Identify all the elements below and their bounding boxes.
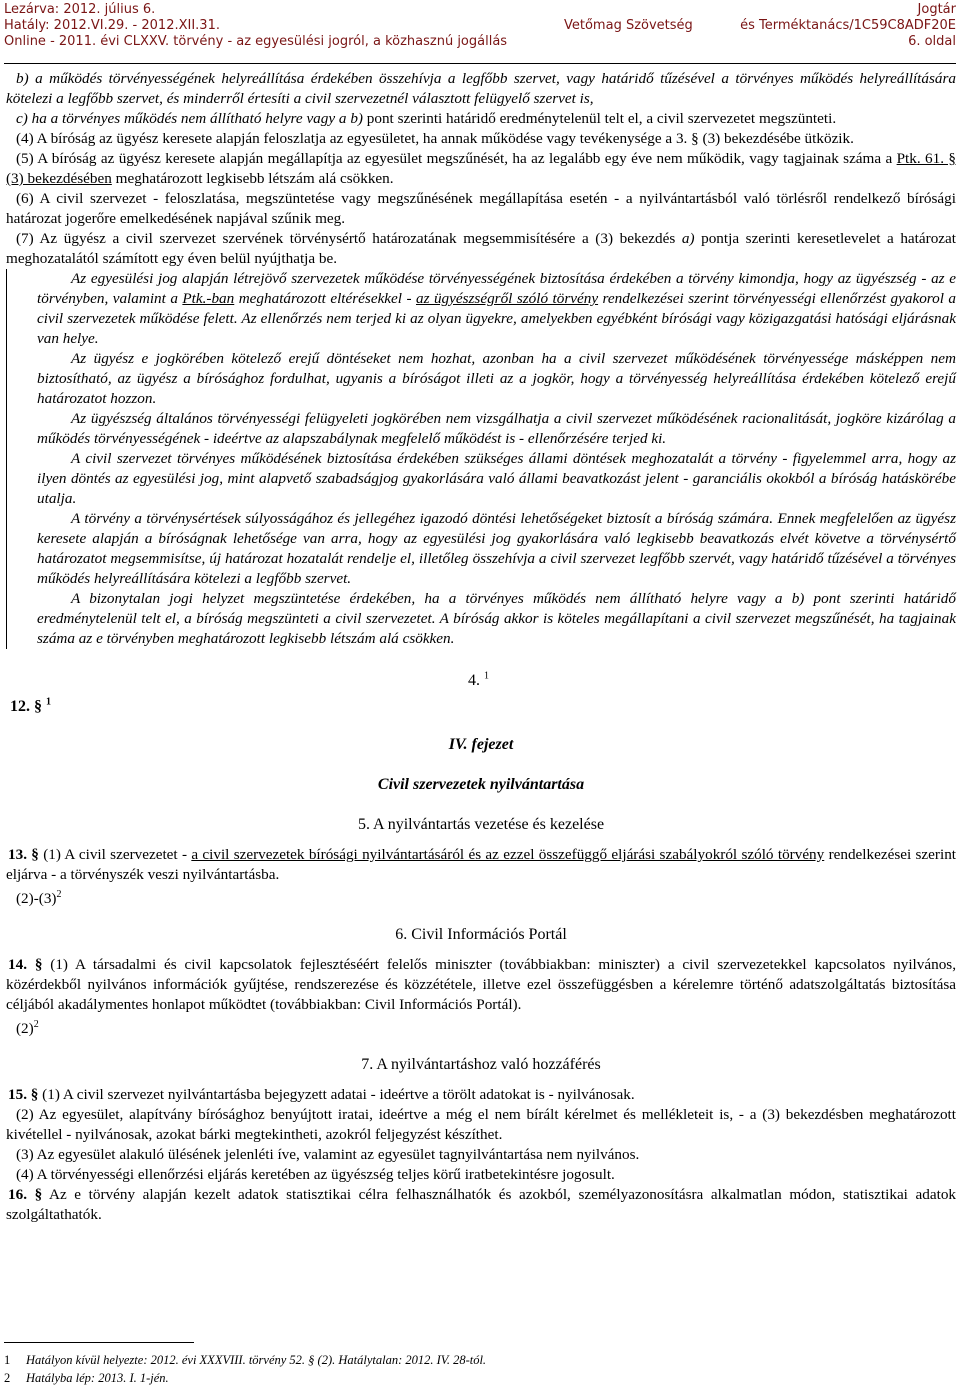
page-header xyxy=(0,0,960,52)
footnote-1 xyxy=(4,1352,486,1368)
document-body xyxy=(6,69,956,1225)
publisher-name: Vetőmag Szövetség xyxy=(564,18,693,33)
section-number: 15. § xyxy=(8,1086,39,1103)
ptk-link[interactable]: Ptk.-ban xyxy=(182,290,235,307)
commentary-paragraph: A civil szervezet törvényes működésének biztosítása érdekében szükséges állami döntések meghozatalát a törvény - figyelemmel arra, hogy az ilyen döntés az egyesülési jog, mint alapvető szabadságjog gyakorlására való állami beavatkozást jelent - garanciális okokból a bíróság hatáskörébe utalja. xyxy=(37,450,956,507)
text: rendelkezései szerint eljárva - a törvényszék veszi nyilvántartásba. xyxy=(6,846,957,883)
footnote-number: 1 xyxy=(4,1353,11,1367)
text: rendelkezései szerint törvényességi ellenőrzést gyakorol a civil szervezetek működése felett. Az ellenőrzés nem terjed ki az olyan ügyekre, amelyekben egyébként bírósági vagy közigazgatási hatósági eljárásnak van helye. xyxy=(37,290,957,347)
header-divider xyxy=(4,63,956,64)
section-14 xyxy=(6,955,956,1015)
text: (1) A civil szervezetet - xyxy=(38,846,192,863)
section-14-2 xyxy=(6,1019,956,1039)
document-title: Online - 2011. évi CLXXV. törvény - az egyesülési jogról, a közhasznú jogállás xyxy=(4,34,508,49)
section-15-4: (4) A törvényességi ellenőrzési eljárás keretében az ügyészség teljes körű iratbetekintésre jogosult. xyxy=(16,1166,615,1183)
closed-date: Lezárva: 2012. július 6. xyxy=(4,2,156,17)
commentary-paragraph xyxy=(37,269,956,349)
subtitle-7: 7. A nyilvántartáshoz való hozzáférés xyxy=(361,1056,601,1073)
footnote-text: Hatályon kívül helyezte: 2012. évi XXXVIII. törvény 52. § (2). Hatálytalan: 2012. IV. 28-tól. xyxy=(26,1353,487,1367)
text: b) xyxy=(350,110,363,127)
validity-range: Hatály: 2012.VI.29. - 2012.XII.31. xyxy=(4,18,220,33)
footnote-ref[interactable]: 1 xyxy=(46,696,51,708)
footnote-ref[interactable]: 2 xyxy=(33,1018,39,1030)
ptk-link[interactable]: Ptk. 61. § (3) bekezdésében xyxy=(6,150,956,187)
paragraph-b xyxy=(6,69,956,109)
section-13 xyxy=(6,845,956,885)
commentary-block xyxy=(6,269,956,649)
text: Az e törvény alapján kezelt adatok statisztikai célra felhasználhatók és azokból, személyazonosításra alkalmatlan módon, statisztikai adatok szolgáltathatók. xyxy=(6,1186,957,1223)
section-4-heading xyxy=(468,671,489,691)
text: (7) Az ügyész a civil szervezet szervének törvénysértő határozatának megsemmisítésére a (3) bekezdés xyxy=(16,230,682,247)
text: pontja szerinti keresetlevelet a határozat meghozatalától számított egy éven belül nyújthatja be. xyxy=(6,230,956,267)
text: meghatározott eltérésekkel - xyxy=(234,290,416,307)
chapter-heading: IV. fejezet xyxy=(448,736,514,753)
jogtar-label: Jogtár xyxy=(917,2,956,17)
text: (1) A civil szervezet nyilvántartásba bejegyzett adatai - ideértve a törölt adatokat is - nyilvánosak. xyxy=(38,1086,635,1103)
subtitle-6: 6. Civil Információs Portál xyxy=(395,926,567,943)
paragraph-5 xyxy=(6,149,956,189)
footnote-ref[interactable]: 1 xyxy=(484,670,489,682)
section-number: 14. § xyxy=(8,956,43,973)
document-id: és Terméktanács/1C59C8ADF20E xyxy=(740,18,956,33)
section-15-3: (3) Az egyesület alakuló ülésének jelenléti íve, valamint az egyesület tagnyilvántartása nem nyilvános. xyxy=(16,1146,640,1163)
text: (2)-(3) xyxy=(16,890,57,907)
subtitle-5: 5. A nyilvántartás vezetése és kezelése xyxy=(357,816,605,833)
paragraph-c xyxy=(6,109,956,129)
footnote-2 xyxy=(4,1370,169,1386)
footnote-number: 2 xyxy=(4,1371,11,1385)
section-number: 16. § xyxy=(8,1186,43,1203)
paragraph-7 xyxy=(6,229,956,269)
section-13-2-3 xyxy=(6,889,956,909)
commentary-paragraph: Az ügyész e jogkörében kötelező erejű döntéseket nem hozhat, azonban ha a civil szervezet működésének törvényessége másképpen nem biztosítható, az ügyész a bírósághoz fordulhat, ugyanis a bíróságot illeti az a jogkör, hogy a törvényesség helyreállítása érdekében kötelező erejű határozatot hozzon. xyxy=(37,350,956,407)
paragraph-4: (4) A bíróság az ügyész keresete alapján feloszlatja az egyesületet, ha annak működése vagy tevékenysége a 3. § (3) bekezdésébe ütközik. xyxy=(16,130,854,147)
section-15-2: (2) Az egyesület, alapítvány bírósághoz benyújtott iratai, ideértve a még el nem bírált kérelmet és mellékleteit is, - a (3) bekezdésben meghatározott kivétellel - nyilvánosak, azokat bárki megtekintheti, azokról feljegyzést készíthet. xyxy=(6,1106,956,1143)
prosecution-act-link[interactable]: az ügyészségről szóló törvény xyxy=(415,290,599,307)
section-15 xyxy=(6,1085,956,1105)
registration-act-link[interactable]: a civil szervezetek bírósági nyilvántartásáról és az ezzel összefüggő eljárási szabályokról szóló törvény xyxy=(191,846,825,863)
text: 12. § xyxy=(10,698,42,715)
text: pont szerinti határidő eredménytelenül telt el, a civil szervezetet megszünteti. xyxy=(362,110,837,127)
text: a) xyxy=(681,230,695,247)
commentary-paragraph: A bizonytalan jogi helyzet megszüntetése érdekében, ha a törvényes működés nem állítható helyre vagy a b) pont szerinti határidő eredménytelenül telt el, a bíróság megszünteti a civil szervezetet. A bíróság akkor is köteles megállapítani a civil szervezet megszűnését, ha tagjainak száma az e törvényben meghatározott legkisebb létszám alá csökken. xyxy=(37,590,956,647)
text: (5) A bíróság az ügyész keresete alapján megállapítja az egyesület megszűnését, ha az legalább egy éve nem működik, vagy tagjainak száma a xyxy=(16,150,897,167)
commentary-paragraph: A törvény a törvénysértések súlyosságához és jellegéhez igazodó döntési lehetőségeket biztosít a bíróság számára. Ennek megfelelően az ügyész keresete alapján a bíróságnak lehetősége van arra, hogy az egyesülési jog gyakorlására való legkisebb beavatkozás elvét követve a törvénysértő határozatot megsemmisítse, új határozat hozatalát rendelje el, illetőleg összehívja a civil szervezet legfőbb szervét, vagy határidő tűzésével a törvényes működés helyreállítására kötelezi a legfőbb szervet. xyxy=(37,510,956,587)
page-number: 6. oldal xyxy=(908,34,956,49)
chapter-title: Civil szervezetek nyilvántartása xyxy=(377,776,585,793)
footnote-divider xyxy=(4,1342,194,1343)
section-headings-block xyxy=(6,649,956,759)
text: 4. xyxy=(468,672,480,689)
paragraph-6: (6) A civil szervezet - feloszlatása, megszüntetése vagy megszűnésének megállapítása esetén - a nyilvántartásból való törlésről rendelkező bírósági határozat jogerőre emelkedésének napjával szűnik meg. xyxy=(6,190,956,227)
footnote-ref[interactable]: 2 xyxy=(56,888,62,900)
text: Az egyesülési jog alapján létrejövő szervezetek működése törvényességének biztosítása érdekében a törvény kimondja, hogy az ügyészség - az e törvényben, valamint a xyxy=(37,270,956,307)
text: meghatározott legkisebb létszám alá csökken. xyxy=(111,170,394,187)
text: (1) A társadalmi és civil kapcsolatok fejlesztéséért felelős miniszter (továbbiakban: miniszter) a civil szervezetekkel kapcsolatos nyilvános, közérdekből nyilvános információk gyűjtése, rendszerezése és közzététele, illetve ezel összefüggésben a kérelemre történő adatszolgáltatás biztosítása céljából akadálymentes honlapot működtet (továbbiakban: Civil Információs Portál). xyxy=(6,956,956,1013)
section-16 xyxy=(6,1185,956,1225)
text: c) ha a törvényes működés nem állítható helyre vagy a xyxy=(16,110,351,127)
section-number: 13. § xyxy=(8,846,39,863)
text: b) a működés törvényességének helyreállítása érdekében összehívja a legfőbb szervet, vagy határidő tűzésével a törvényes működés helyreállítására kötelezi a legfőbb szervet, és minderről értesíti a civil szervezetnél választott felügyelő szervet is, xyxy=(6,70,956,107)
footnote-text: Hatályba lép: 2013. I. 1-jén. xyxy=(26,1371,169,1385)
section-12-heading xyxy=(10,697,51,717)
text: (2) xyxy=(16,1020,34,1037)
commentary-paragraph: Az ügyészség általános törvényességi felügyeleti jogkörében nem vizsgálhatja a civil szervezet működésének racionalitását, jogköre kizárólag a működés törvényességének - ideértve az alapszabálynak megfelelő működést is - ellenőrzésére terjed ki. xyxy=(37,410,956,447)
